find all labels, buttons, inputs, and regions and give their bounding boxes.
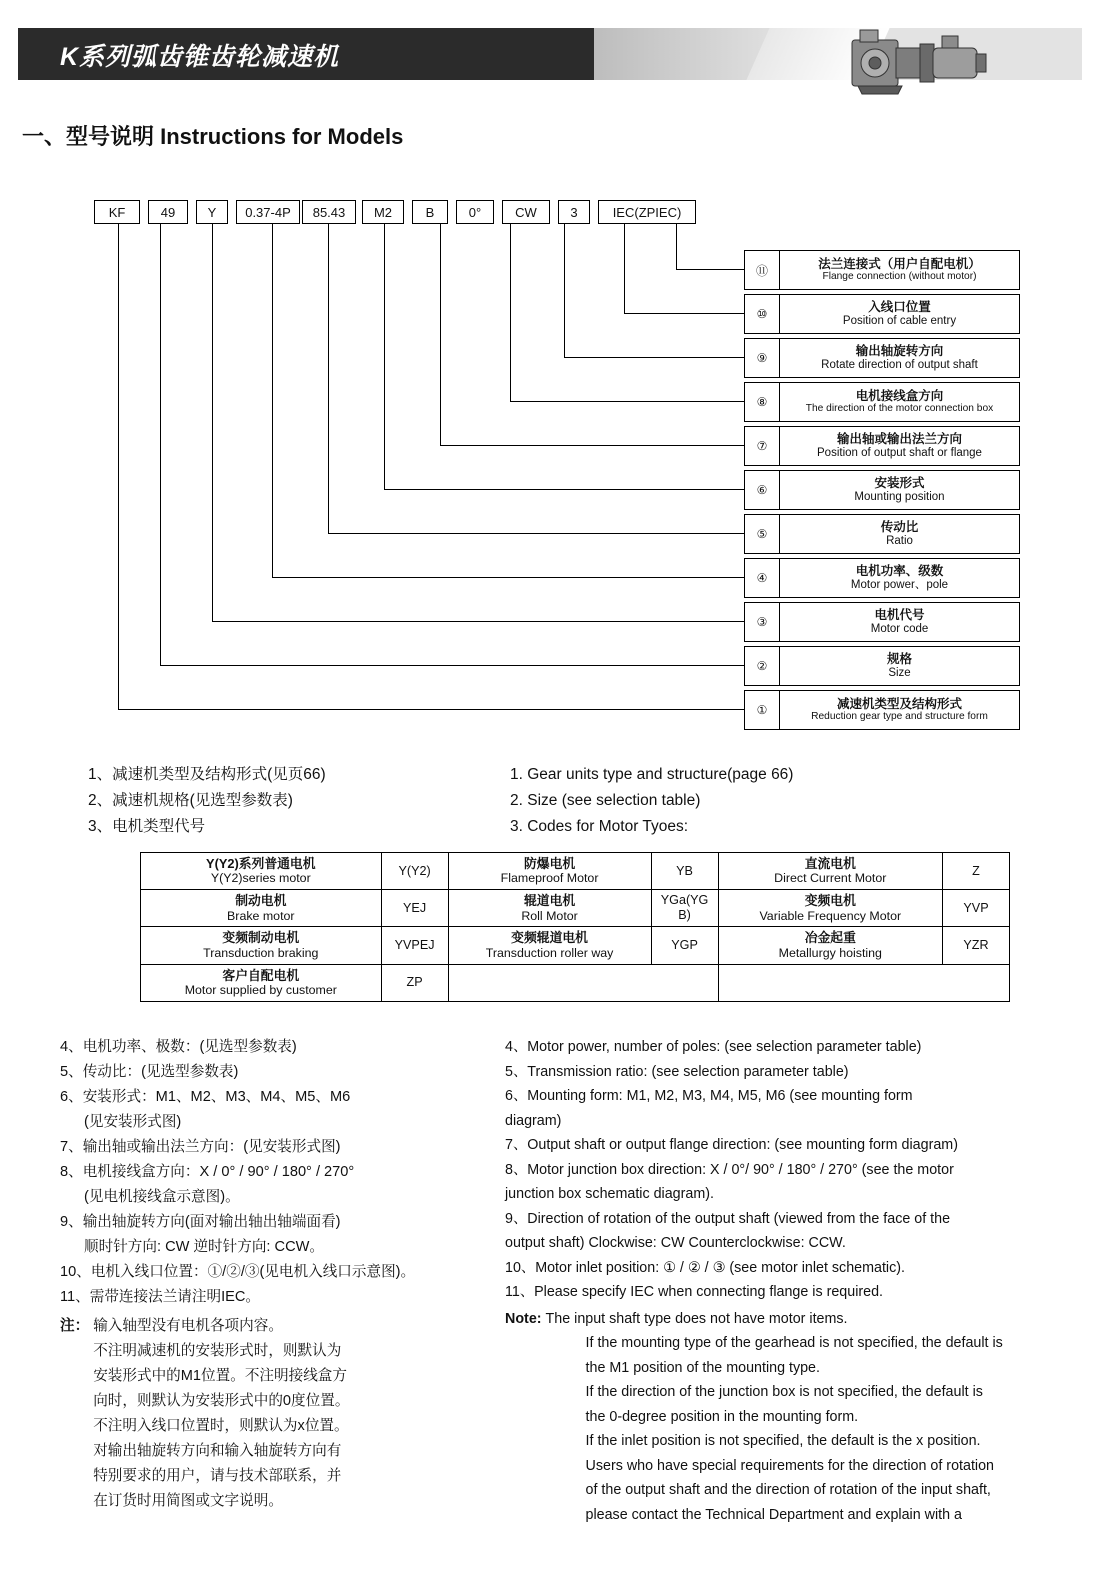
bottom-cn-item-8: 8、电机接线盒方向：X / 0° / 90° / 180° / 270° [60, 1164, 355, 1180]
motor-name-cn: 防爆电机 [523, 856, 576, 871]
legend-text [780, 520, 1019, 548]
motor-name-cell [141, 890, 382, 927]
motor-name-cn: Y(Y2)系列普通电机 [206, 856, 316, 871]
bottom-en-item-6b: diagram) [505, 1112, 562, 1129]
legend-item-6 [744, 470, 1020, 510]
motor-name-cn: 辊道电机 [523, 893, 576, 909]
code-cell-4: 0.37-4P [236, 200, 300, 224]
bottom-cn-item-9: 9、输出轴旋转方向(面对输出轴出轴端面看) [60, 1214, 341, 1230]
legend-label-en: Size [888, 666, 911, 679]
motor-name-cell [448, 890, 651, 927]
motor-name-cell [718, 890, 942, 927]
note-en-line-3: the M1 position of the mounting type. [585, 1359, 820, 1376]
leader-line-9-v [564, 224, 565, 358]
bottom-list-cn [60, 1035, 490, 1514]
legend-number: ⑧ [745, 383, 780, 421]
motor-empty-cell [448, 964, 718, 1001]
bottom-cn-item-6: 6、安装形式：M1、M2、M3、M4、M5、M6 [60, 1089, 351, 1105]
note-cn-label: 注： [60, 1318, 90, 1334]
list-en-item-1: 1. Gear units type and structure(page 66) [510, 766, 794, 783]
leader-line-10-v [624, 224, 625, 314]
note-cn-line-6: 对输出轴旋转方向和输入轴旋转方向有 [93, 1443, 342, 1459]
motor-code-cell: YZR [943, 927, 1010, 964]
motor-name-cell [141, 853, 382, 890]
motor-code-cell: Y(Y2) [381, 853, 448, 890]
list-en-top [510, 762, 793, 840]
motor-name-cell [448, 853, 651, 890]
note-en-line-4: If the direction of the junction box is not specified, the default is [585, 1384, 983, 1400]
bottom-cn-item-9b: 顺时针方向: CW 逆时针方向: CCW。 [84, 1239, 324, 1255]
legend-text [780, 476, 1019, 504]
legend-text [780, 652, 1019, 680]
motor-name-en: Variable Frequency Motor [759, 908, 902, 923]
legend-number: ④ [745, 559, 780, 597]
code-cell-9: CW [502, 200, 550, 224]
legend-text [780, 257, 1019, 283]
bottom-en-item-8b: junction box schematic diagram). [505, 1186, 714, 1202]
leader-line-4-h [272, 577, 744, 578]
legend-label-cn: 电机功率、级数 [855, 564, 944, 579]
code-cell-8: 0° [456, 200, 494, 224]
legend-label-en: Flange connection (without motor) [822, 271, 977, 283]
motor-name-cell [141, 964, 382, 1001]
code-cell-10: 3 [558, 200, 590, 224]
note-cn-line-1: 输入轴型没有电机各项内容。 [93, 1318, 283, 1334]
motor-code-cell: YB [651, 853, 718, 890]
motor-name-cell [718, 853, 942, 890]
motor-name-cn: 直流电机 [804, 856, 856, 871]
motor-name-en: Transduction braking [203, 945, 319, 960]
motor-empty-cell [718, 964, 1009, 1001]
leader-line-1-h [118, 709, 744, 710]
note-en-line-1: The input shaft type does not have motor items. [545, 1310, 848, 1327]
legend-text [780, 564, 1019, 592]
motor-name-cn: 冶金起重 [804, 930, 856, 946]
code-cell-3: Y [196, 200, 228, 224]
leader-line-3-v [212, 224, 213, 622]
code-cell-1: KF [94, 200, 140, 224]
note-en-body [542, 1307, 1003, 1528]
motor-name-en: Metallurgy hoisting [778, 945, 882, 960]
motor-name-en: Transduction roller way [485, 945, 614, 960]
legend-item-5 [744, 514, 1020, 554]
legend-number: ③ [745, 603, 780, 641]
code-cell-11: IEC(ZPIEC) [598, 200, 696, 224]
bottom-cn-item-6b: (见安装形式图) [84, 1114, 182, 1130]
note-cn-line-5: 不注明入线口位置时，则默认为x位置。 [93, 1418, 349, 1434]
table-row [141, 927, 1010, 964]
legend-number: ⑪ [745, 251, 780, 289]
note-en-label: Note: [505, 1310, 542, 1327]
bottom-cn-item-8b: (见电机接线盒示意图)。 [84, 1189, 240, 1205]
leader-line-5-v [328, 224, 329, 534]
bottom-cn-item-4: 4、电机功率、极数：(见选型参数表) [60, 1039, 297, 1055]
motor-name-en: Roll Motor [521, 908, 578, 923]
bottom-en-item-7: 7、Output shaft or output flange direction: (see mounting form diagram) [505, 1137, 958, 1153]
leader-line-1-v [118, 224, 119, 710]
leader-line-8-h [510, 401, 744, 402]
code-cell-5: 85.43 [302, 200, 356, 224]
list-cn-item-2: 2、减速机规格(见选型参数表) [88, 792, 293, 809]
legend-label-cn: 入线口位置 [868, 300, 931, 315]
legend-label-en: Reduction gear type and structure form [811, 711, 988, 723]
bottom-en-item-5: 5、Transmission ratio: (see selection parameter table) [505, 1063, 849, 1080]
code-cell-6: M2 [362, 200, 404, 224]
note-cn-body [89, 1314, 349, 1514]
note-en-line-2: If the mounting type of the gearhead is not specified, the default is [585, 1335, 1003, 1351]
page-title: K系列弧齿锥齿轮减速机 [60, 43, 340, 71]
legend-text [780, 344, 1019, 372]
note-en [505, 1307, 1065, 1528]
list-cn-top [88, 762, 326, 840]
legend-label-cn: 输出轴或输出法兰方向 [836, 432, 962, 447]
bottom-en-item-10: 10、Motor inlet position: ① / ② / ③ (see motor inlet schematic). [505, 1259, 905, 1276]
motor-code-cell: Z [943, 853, 1010, 890]
note-en-line-8: of the output shaft and the direction of rotation of the input shaft, [585, 1482, 991, 1498]
list-cn-item-1: 1、减速机类型及结构形式(见页66) [88, 766, 326, 783]
motor-name-cn: 客户自配电机 [222, 967, 300, 983]
legend-text [780, 608, 1019, 636]
legend-text [780, 432, 1019, 460]
list-en-item-2: 2. Size (see selection table) [510, 792, 701, 809]
legend-label-en: The direction of the motor connection box [805, 403, 994, 415]
legend-label-en: Mounting position [854, 490, 945, 503]
leader-line-11-v [676, 224, 677, 270]
table-row [141, 964, 1010, 1001]
note-cn-line-7: 特别要求的用户，请与技术部联系，并 [93, 1468, 342, 1484]
legend-label-en: Ratio [886, 534, 913, 547]
note-cn-line-3: 安装形式中的M1位置。不注明接线盒方 [93, 1368, 347, 1384]
bottom-list-en [505, 1035, 1065, 1527]
motor-code-cell: YEJ [381, 890, 448, 927]
list-cn-item-3: 3、电机类型代号 [88, 818, 206, 835]
motor-name-en: Y(Y2)series motor [210, 871, 311, 886]
motor-code-cell: YVPEJ [381, 927, 448, 964]
note-en-line-7: Users who have special requirements for the direction of rotation [585, 1457, 994, 1474]
table-row [141, 853, 1010, 890]
leader-line-4-v [272, 224, 273, 578]
leader-line-11-h [676, 269, 744, 270]
motor-name-cn: 变频辊道电机 [511, 930, 588, 946]
bottom-en-item-8: 8、Motor junction box direction: X / 0°/ 90° / 180° / 270° (see the motor [505, 1161, 954, 1178]
header-black-bar [18, 28, 818, 80]
legend-label-en: Motor power、pole [850, 578, 949, 591]
bottom-en-item-9: 9、Direction of rotation of the output shaft (viewed from the face of the [505, 1210, 951, 1227]
leader-line-9-h [564, 357, 744, 358]
legend-number: ⑤ [745, 515, 780, 553]
bottom-en-item-4: 4、Motor power, number of poles: (see selection parameter table) [505, 1039, 922, 1055]
legend-item-9 [744, 338, 1020, 378]
gear-reducer-photo [838, 18, 998, 104]
bottom-cn-item-7: 7、输出轴或输出法兰方向：(见安装形式图) [60, 1139, 341, 1155]
section-title: 一、型号说明 Instructions for Models [22, 124, 404, 149]
leader-line-7-h [440, 445, 744, 446]
legend-label-en: Position of cable entry [842, 314, 957, 327]
leader-line-3-h [212, 621, 744, 622]
legend-item-4 [744, 558, 1020, 598]
legend-number: ⑥ [745, 471, 780, 509]
legend-label-en: Rotate direction of output shaft [821, 358, 978, 371]
code-cell-7: B [412, 200, 448, 224]
motor-name-cell [718, 927, 942, 964]
note-cn-line-4: 向时，则默认为安装形式中的0度位置。 [93, 1393, 350, 1409]
motor-code-cell: YVP [943, 890, 1010, 927]
legend-item-11 [744, 250, 1020, 290]
motor-code-cell: YGa(YG B) [651, 890, 718, 927]
legend-label-cn: 法兰连接式（用户自配电机） [818, 256, 981, 271]
leader-line-7-v [440, 224, 441, 446]
motor-code-table [140, 852, 1010, 1002]
bottom-cn-item-11: 11、需带连接法兰请注明IEC。 [60, 1289, 261, 1305]
note-en-line-9: please contact the Technical Department and explain with a [585, 1506, 962, 1523]
legend-item-10 [744, 294, 1020, 334]
leader-line-6-v [384, 224, 385, 490]
legend-number: ② [745, 647, 780, 685]
leader-line-5-h [328, 533, 744, 534]
legend-item-1 [744, 690, 1020, 730]
legend-item-3 [744, 602, 1020, 642]
bottom-en-item-6: 6、Mounting form: M1, M2, M3, M4, M5, M6 (see mounting form [505, 1088, 913, 1104]
legend-label-cn: 电机接线盒方向 [855, 388, 944, 403]
legend-number: ① [745, 691, 780, 729]
leader-line-6-h [384, 489, 744, 490]
motor-code-cell: YGP [651, 927, 718, 964]
code-cell-2: 49 [148, 200, 188, 224]
bottom-cn-item-5: 5、传动比：(见选型参数表) [60, 1064, 239, 1080]
legend-number: ⑨ [745, 339, 780, 377]
motor-code-cell: ZP [381, 964, 448, 1001]
list-en-item-3: 3. Codes for Motor Tyoes: [510, 818, 689, 835]
page-header [0, 28, 1100, 88]
motor-name-cell [141, 927, 382, 964]
legend-label-cn: 安装形式 [874, 476, 925, 491]
note-en-line-5: the 0-degree position in the mounting form. [585, 1408, 859, 1425]
legend-label-cn: 规格 [886, 652, 912, 667]
legend-label-cn: 传动比 [880, 520, 919, 535]
legend-number: ⑩ [745, 295, 780, 333]
legend-text [780, 697, 1019, 723]
note-cn [60, 1314, 490, 1514]
table-row [141, 890, 1010, 927]
leader-line-10-h [624, 313, 744, 314]
legend-number: ⑦ [745, 427, 780, 465]
leader-line-2-h [160, 665, 744, 666]
legend-label-en: Motor code [870, 622, 929, 635]
motor-name-cn: 变频制动电机 [222, 930, 300, 946]
motor-name-cn: 制动电机 [235, 893, 287, 909]
motor-name-cn: 变频电机 [804, 893, 856, 909]
legend-label-cn: 输出轴旋转方向 [855, 344, 944, 359]
legend-item-2 [744, 646, 1020, 686]
leader-line-2-v [160, 224, 161, 666]
note-cn-line-2: 不注明减速机的安装形式时，则默认为 [93, 1343, 342, 1359]
legend-item-8 [744, 382, 1020, 422]
motor-name-cell [448, 927, 651, 964]
motor-name-en: Brake motor [227, 908, 295, 923]
leader-line-8-v [510, 224, 511, 402]
legend-label-cn: 减速机类型及结构形式 [836, 696, 962, 711]
note-en-line-6: If the inlet position is not specified, the default is the x position. [585, 1433, 981, 1449]
legend-text [780, 389, 1019, 415]
legend-item-7 [744, 426, 1020, 466]
note-cn-line-8: 在订货时用简图或文字说明。 [93, 1493, 283, 1509]
motor-name-en: Direct Current Motor [774, 871, 887, 886]
legend-label-cn: 电机代号 [874, 608, 925, 623]
motor-name-en: Flameproof Motor [500, 871, 599, 886]
bottom-en-item-9b: output shaft) Clockwise: CW Counterclockwise: CCW. [505, 1235, 846, 1251]
bottom-en-item-11: 11、Please specify IEC when connecting flange is required. [505, 1284, 884, 1300]
bottom-cn-item-10: 10、电机入线口位置：①/②/③(见电机入线口示意图)。 [60, 1264, 416, 1280]
legend-text [780, 300, 1019, 328]
legend-label-en: Position of output shaft or flange [817, 446, 982, 459]
motor-name-en: Motor supplied by customer [184, 983, 337, 997]
